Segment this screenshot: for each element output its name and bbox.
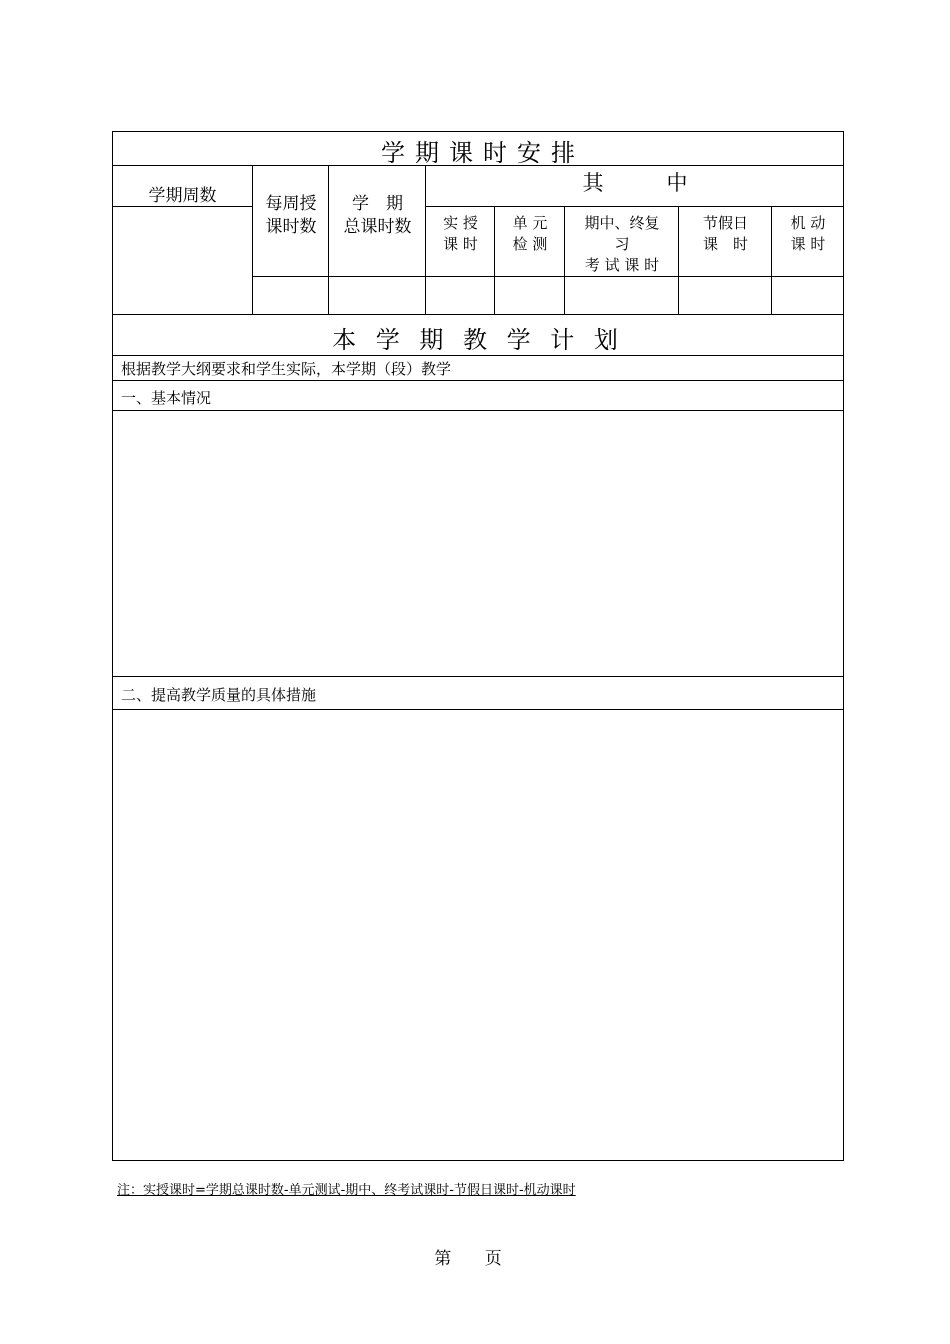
rule-under-section2-label <box>112 709 844 710</box>
total-hours-value-cell[interactable] <box>330 278 424 313</box>
section2-content-area[interactable] <box>114 711 842 1159</box>
rule-above-value-row <box>253 276 844 277</box>
rule-under-plan-intro <box>112 380 844 381</box>
exam-hours-value-cell[interactable] <box>566 278 677 313</box>
sub-col-actual-hours: 实 授 课 时 <box>443 214 478 253</box>
sub-col-exam-hours: 期中、终复 习 考 试 课 时 <box>584 214 660 274</box>
page-number-footer: 第 页 <box>434 1249 516 1269</box>
plan-intro: 根据教学大纲要求和学生实际，本学期（段）教学 <box>121 360 452 378</box>
section1-label: 一、基本情况 <box>121 389 212 407</box>
rule-under-weeks-label <box>112 206 253 207</box>
rule-under-plan-title <box>112 355 844 356</box>
flexible-hours-value-cell[interactable] <box>773 278 843 313</box>
rule-under-among-label <box>426 206 844 207</box>
weeks-label: 学期周数 <box>148 186 217 206</box>
plan-title: 本 学 期 教 学 计 划 <box>332 326 624 354</box>
total-hours-label: 学 期 总课时数 <box>343 194 412 237</box>
holiday-hours-value-cell[interactable] <box>680 278 770 313</box>
rule-above-plan-title <box>112 314 844 315</box>
section1-content-area[interactable] <box>114 412 842 675</box>
sub-col-holiday-hours: 节假日 课 时 <box>702 214 748 253</box>
col-divider-2 <box>328 165 329 314</box>
weekly-hours-value-cell[interactable] <box>254 278 327 313</box>
rule-under-section1-label <box>112 410 844 411</box>
rule-above-section2-label <box>112 676 844 677</box>
among-label: 其 中 <box>582 171 688 195</box>
weekly-hours-label: 每周授 课时数 <box>265 194 317 237</box>
schedule-title: 学期课时安排 <box>381 139 585 167</box>
sub-col-unit-test: 单 元 检 测 <box>512 214 548 253</box>
actual-hours-value-cell[interactable] <box>427 278 493 313</box>
sub-col-flexible-hours: 机 动 课 时 <box>790 214 826 253</box>
footnote: 注：实授课时=学期总课时数-单元测试-期中、终考试课时-节假日课时-机动课时 <box>117 1183 576 1198</box>
section2-label: 二、提高教学质量的具体措施 <box>121 686 317 704</box>
unit-test-value-cell[interactable] <box>496 278 563 313</box>
weeks-value-cell[interactable] <box>114 208 251 313</box>
